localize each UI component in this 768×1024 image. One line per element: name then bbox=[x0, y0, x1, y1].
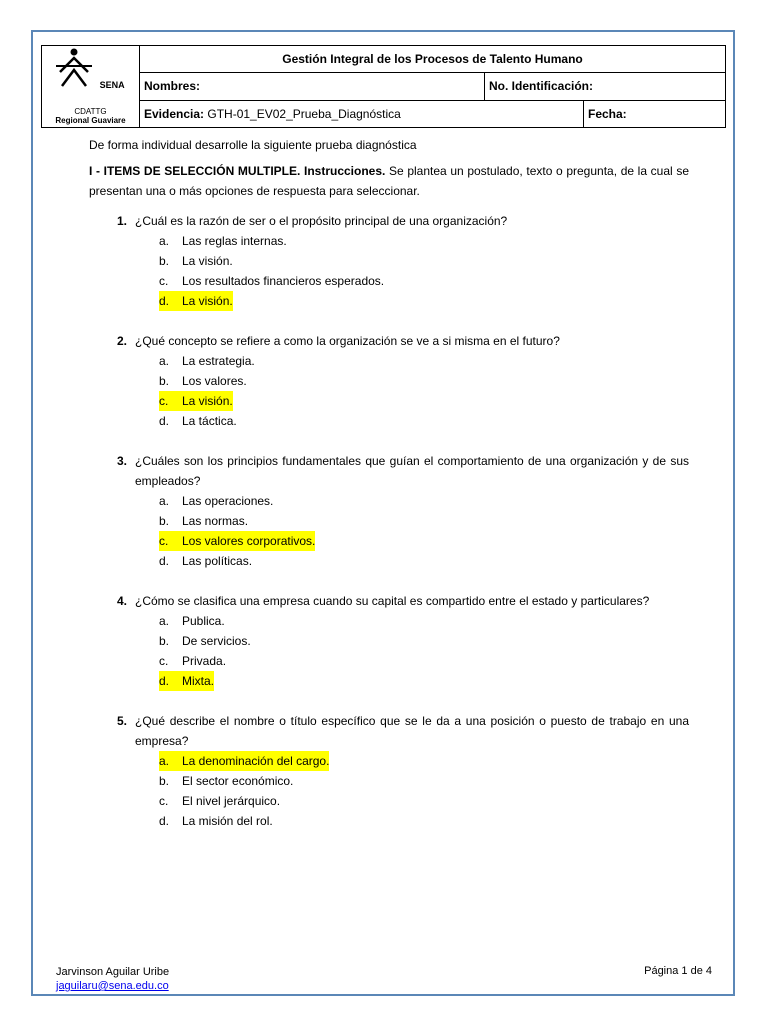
option-letter: b. bbox=[159, 774, 170, 788]
option-letter: d. bbox=[159, 294, 170, 308]
question-number: 5. bbox=[116, 714, 127, 728]
question-list bbox=[89, 211, 689, 831]
question-text: ¿Cuál es la razón de ser o el propósito principal de una organización? bbox=[135, 214, 508, 228]
question-item bbox=[89, 591, 689, 691]
highlighted-answer bbox=[159, 391, 233, 411]
option-text: De servicios. bbox=[182, 634, 251, 648]
section-text: Se plantea un postulado, texto o pregunta, de la cual se presentan una o más opciones de respuesta para seleccionar. bbox=[89, 164, 690, 198]
question-number: 1. bbox=[116, 214, 127, 228]
option-text: La estrategia. bbox=[182, 354, 255, 368]
question-item bbox=[89, 331, 689, 431]
option-content bbox=[159, 771, 293, 791]
question-row bbox=[89, 211, 689, 231]
option-text: El nivel jerárquico. bbox=[182, 794, 281, 808]
option-item bbox=[159, 671, 689, 691]
option-item bbox=[159, 511, 689, 531]
evidencia-label: Evidencia: bbox=[144, 106, 205, 121]
option-letter: a. bbox=[159, 234, 170, 248]
option-text: La táctica. bbox=[182, 414, 237, 428]
option-letter: c. bbox=[159, 794, 169, 808]
question-number: 3. bbox=[116, 454, 127, 468]
option-item bbox=[159, 411, 689, 431]
option-text: Las normas. bbox=[182, 514, 249, 528]
option-content bbox=[159, 551, 252, 571]
option-content bbox=[159, 631, 251, 651]
option-item bbox=[159, 371, 689, 391]
option-content bbox=[159, 371, 247, 391]
option-text: La visión. bbox=[182, 254, 233, 268]
logo-cell bbox=[42, 46, 140, 128]
option-letter: d. bbox=[159, 814, 170, 828]
option-item bbox=[159, 791, 689, 811]
footer-email-link[interactable]: jaguilaru@sena.edu.co bbox=[56, 980, 169, 992]
question-row bbox=[89, 711, 689, 751]
option-item bbox=[159, 291, 689, 311]
question-row bbox=[89, 591, 689, 611]
option-item bbox=[159, 751, 689, 771]
option-content bbox=[159, 231, 287, 251]
logo-brand: SENA bbox=[99, 80, 125, 90]
logo-line2: Regional Guaviare bbox=[55, 116, 126, 125]
option-text: Los valores. bbox=[182, 374, 247, 388]
footer-author: Jarvinson Aguilar Uribe bbox=[56, 966, 170, 978]
question-item bbox=[89, 451, 689, 571]
section-title: I - ITEMS DE SELECCIÓN MULTIPLE. Instrucciones. bbox=[89, 164, 386, 178]
option-item bbox=[159, 231, 689, 251]
sena-logo-icon bbox=[54, 48, 94, 88]
intro-text: De forma individual desarrolle la siguiente prueba diagnóstica bbox=[89, 138, 417, 152]
option-text: Los resultados financieros esperados. bbox=[182, 274, 385, 288]
highlighted-answer bbox=[159, 671, 214, 691]
question-text: ¿Qué describe el nombre o título específico que se le da a una posición o puesto de trabajo en una empresa? bbox=[135, 714, 689, 748]
option-letter: d. bbox=[159, 674, 170, 688]
option-text: La visión. bbox=[182, 394, 233, 408]
option-item bbox=[159, 651, 689, 671]
option-content bbox=[159, 511, 248, 531]
question-row bbox=[89, 331, 689, 351]
option-content bbox=[159, 271, 384, 291]
option-text: Privada. bbox=[182, 654, 227, 668]
question-row bbox=[89, 451, 689, 491]
option-item bbox=[159, 391, 689, 411]
document-title: Gestión Integral de los Procesos de Talento Humano bbox=[140, 46, 726, 73]
option-letter: b. bbox=[159, 374, 170, 388]
option-item bbox=[159, 551, 689, 571]
option-text: La visión. bbox=[182, 294, 233, 308]
option-text: Publica. bbox=[182, 614, 225, 628]
question-number: 2. bbox=[116, 334, 127, 348]
header-table bbox=[41, 45, 726, 128]
option-list bbox=[89, 351, 689, 431]
option-item bbox=[159, 351, 689, 371]
question-text: ¿Cuáles son los principios fundamentales que guían el comportamiento de una organización y de sus empleados? bbox=[135, 454, 689, 488]
option-letter: d. bbox=[159, 554, 170, 568]
option-content bbox=[159, 251, 233, 271]
option-item bbox=[159, 271, 689, 291]
footer-author-block bbox=[56, 965, 169, 993]
question-number: 4. bbox=[116, 594, 127, 608]
option-content bbox=[159, 811, 273, 831]
option-content bbox=[159, 351, 255, 371]
highlighted-answer bbox=[159, 291, 233, 311]
option-text: El sector económico. bbox=[182, 774, 294, 788]
question-text: ¿Cómo se clasifica una empresa cuando su capital es compartido entre el estado y particulares? bbox=[135, 594, 650, 608]
option-item bbox=[159, 491, 689, 511]
option-letter: c. bbox=[159, 394, 169, 408]
question-item bbox=[89, 711, 689, 831]
logo-line1: CDATTG bbox=[74, 107, 107, 116]
option-letter: b. bbox=[159, 254, 170, 268]
option-letter: d. bbox=[159, 414, 170, 428]
option-item bbox=[159, 811, 689, 831]
option-letter: a. bbox=[159, 614, 170, 628]
option-text: Las políticas. bbox=[182, 554, 253, 568]
evidencia-cell bbox=[140, 100, 584, 127]
option-list bbox=[89, 611, 689, 691]
option-content bbox=[159, 791, 280, 811]
option-item bbox=[159, 631, 689, 651]
option-text: Los valores corporativos. bbox=[182, 534, 316, 548]
option-content bbox=[159, 491, 273, 511]
option-item bbox=[159, 771, 689, 791]
option-letter: a. bbox=[159, 494, 170, 508]
footer-page-number: Página 1 de 4 bbox=[644, 965, 712, 977]
identificacion-label: No. Identificación: bbox=[485, 73, 726, 100]
highlighted-answer bbox=[159, 751, 329, 771]
option-content bbox=[159, 651, 226, 671]
option-item bbox=[159, 611, 689, 631]
evidencia-value: GTH-01_EV02_Prueba_Diagnóstica bbox=[204, 106, 401, 121]
nombres-label: Nombres: bbox=[140, 73, 485, 100]
option-list bbox=[89, 751, 689, 831]
option-letter: c. bbox=[159, 274, 169, 288]
option-content bbox=[159, 611, 225, 631]
highlighted-answer bbox=[159, 531, 315, 551]
option-text: Las operaciones. bbox=[182, 494, 274, 508]
section-instructions bbox=[89, 161, 689, 201]
option-list bbox=[89, 491, 689, 571]
option-letter: c. bbox=[159, 534, 169, 548]
content bbox=[89, 135, 689, 851]
fecha-label: Fecha: bbox=[584, 100, 726, 127]
option-letter: c. bbox=[159, 654, 169, 668]
option-content bbox=[159, 411, 237, 431]
option-letter: b. bbox=[159, 634, 170, 648]
option-text: La denominación del cargo. bbox=[182, 754, 330, 768]
question-item bbox=[89, 211, 689, 311]
option-text: Mixta. bbox=[182, 674, 215, 688]
option-letter: a. bbox=[159, 354, 170, 368]
option-list bbox=[89, 231, 689, 311]
option-letter: a. bbox=[159, 754, 170, 768]
option-letter: b. bbox=[159, 514, 170, 528]
option-item bbox=[159, 531, 689, 551]
question-text: ¿Qué concepto se refiere a como la organización se ve a si misma en el futuro? bbox=[135, 334, 560, 348]
option-text: La misión del rol. bbox=[182, 814, 273, 828]
option-item bbox=[159, 251, 689, 271]
option-text: Las reglas internas. bbox=[182, 234, 287, 248]
